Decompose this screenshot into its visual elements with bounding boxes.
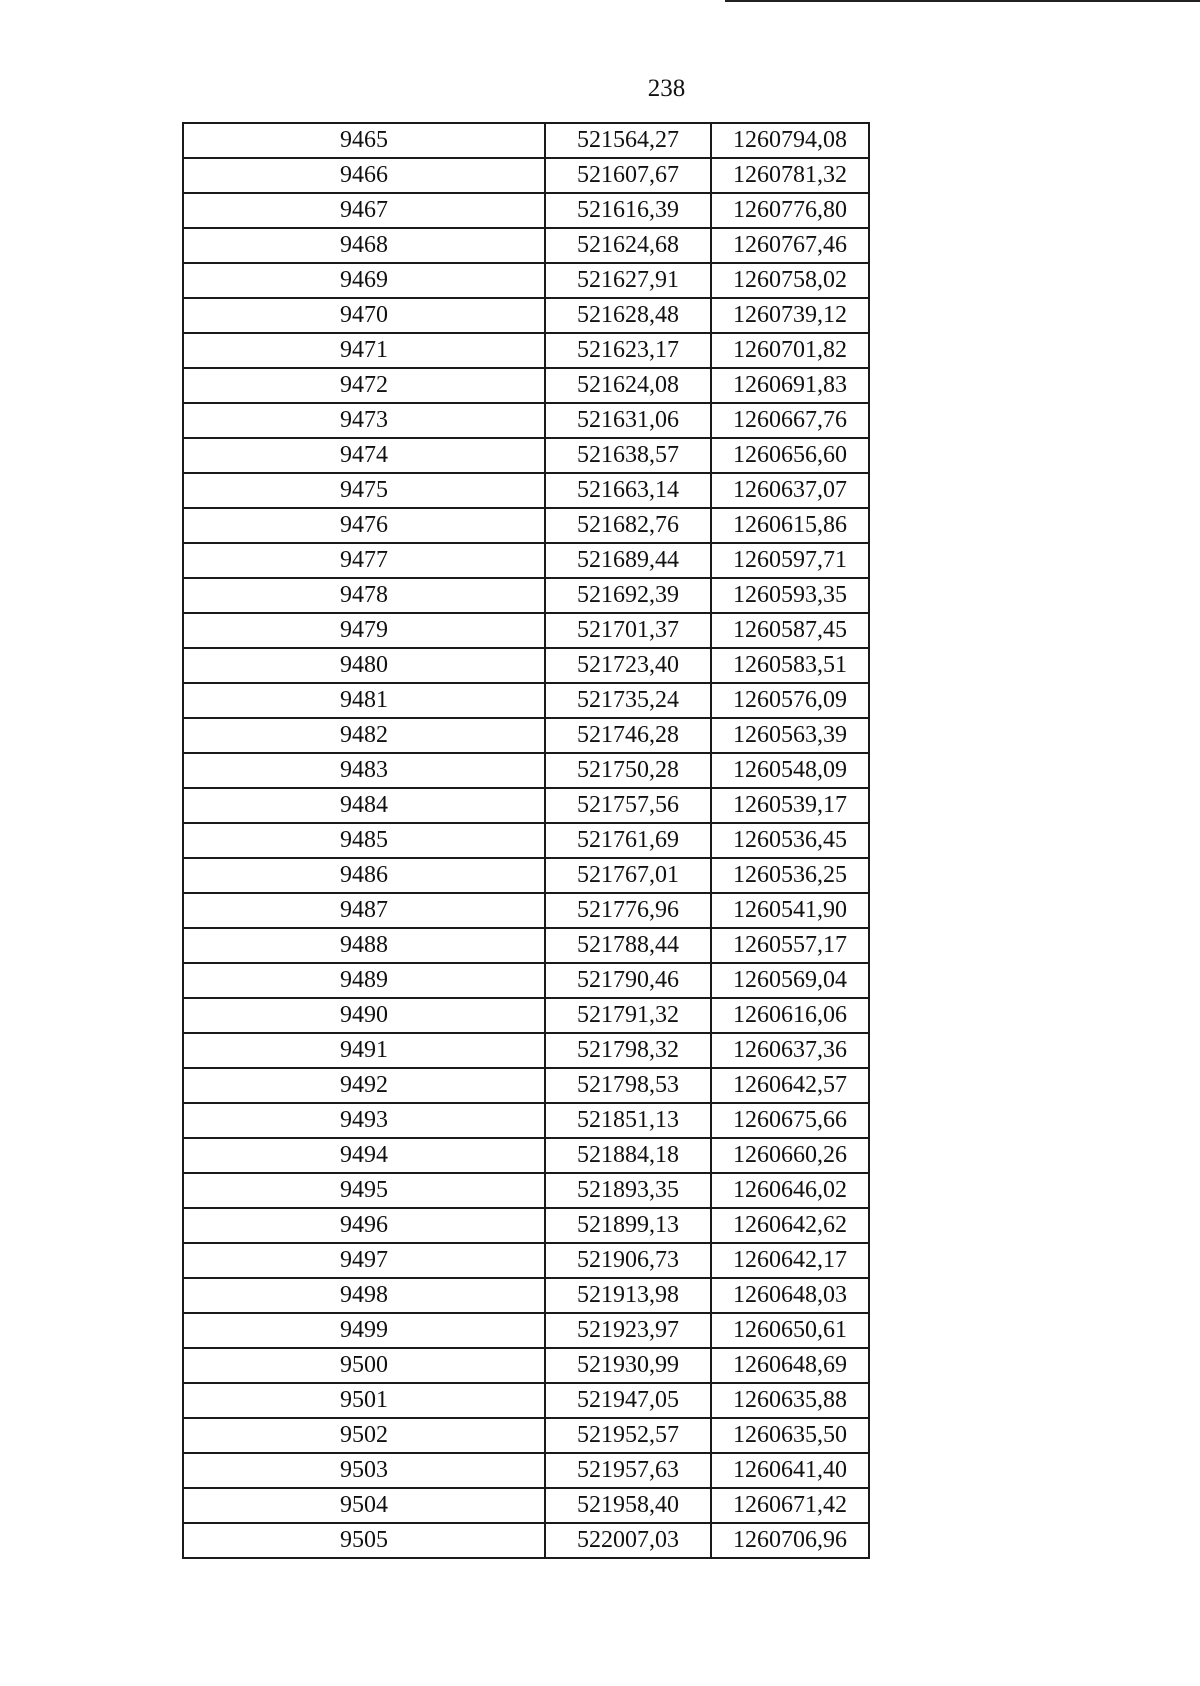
x-coordinate-cell: 521624,68 bbox=[545, 228, 711, 263]
table-row bbox=[183, 718, 869, 753]
x-coordinate-cell: 521750,28 bbox=[545, 753, 711, 788]
table-row bbox=[183, 823, 869, 858]
y-coordinate-cell: 1260597,71 bbox=[711, 543, 869, 578]
x-coordinate-cell: 521790,46 bbox=[545, 963, 711, 998]
table-row bbox=[183, 1033, 869, 1068]
point-number-cell: 9480 bbox=[183, 648, 545, 683]
y-coordinate-cell: 1260701,82 bbox=[711, 333, 869, 368]
table-row bbox=[183, 473, 869, 508]
x-coordinate-cell: 521767,01 bbox=[545, 858, 711, 893]
x-coordinate-cell: 521624,08 bbox=[545, 368, 711, 403]
table-row bbox=[183, 228, 869, 263]
x-coordinate-cell: 521623,17 bbox=[545, 333, 711, 368]
y-coordinate-cell: 1260548,09 bbox=[711, 753, 869, 788]
point-number-cell: 9489 bbox=[183, 963, 545, 998]
y-coordinate-cell: 1260691,83 bbox=[711, 368, 869, 403]
y-coordinate-cell: 1260656,60 bbox=[711, 438, 869, 473]
y-coordinate-cell: 1260541,90 bbox=[711, 893, 869, 928]
y-coordinate-cell: 1260563,39 bbox=[711, 718, 869, 753]
y-coordinate-cell: 1260637,07 bbox=[711, 473, 869, 508]
y-coordinate-cell: 1260576,09 bbox=[711, 683, 869, 718]
table-row bbox=[183, 123, 869, 158]
point-number-cell: 9465 bbox=[183, 123, 545, 158]
y-coordinate-cell: 1260637,36 bbox=[711, 1033, 869, 1068]
x-coordinate-cell: 521746,28 bbox=[545, 718, 711, 753]
point-number-cell: 9495 bbox=[183, 1173, 545, 1208]
table-row bbox=[183, 1068, 869, 1103]
point-number-cell: 9491 bbox=[183, 1033, 545, 1068]
x-coordinate-cell: 521627,91 bbox=[545, 263, 711, 298]
point-number-cell: 9492 bbox=[183, 1068, 545, 1103]
table-row bbox=[183, 1488, 869, 1523]
x-coordinate-cell: 521923,97 bbox=[545, 1313, 711, 1348]
table-row bbox=[183, 998, 869, 1033]
table-row bbox=[183, 543, 869, 578]
point-number-cell: 9473 bbox=[183, 403, 545, 438]
x-coordinate-cell: 521776,96 bbox=[545, 893, 711, 928]
y-coordinate-cell: 1260557,17 bbox=[711, 928, 869, 963]
x-coordinate-cell: 521899,13 bbox=[545, 1208, 711, 1243]
y-coordinate-cell: 1260635,88 bbox=[711, 1383, 869, 1418]
point-number-cell: 9498 bbox=[183, 1278, 545, 1313]
y-coordinate-cell: 1260615,86 bbox=[711, 508, 869, 543]
x-coordinate-cell: 521958,40 bbox=[545, 1488, 711, 1523]
table-row bbox=[183, 683, 869, 718]
y-coordinate-cell: 1260642,57 bbox=[711, 1068, 869, 1103]
table-row bbox=[183, 438, 869, 473]
page-number: 238 bbox=[647, 75, 686, 102]
x-coordinate-cell: 521616,39 bbox=[545, 193, 711, 228]
y-coordinate-cell: 1260539,17 bbox=[711, 788, 869, 823]
y-coordinate-cell: 1260706,96 bbox=[711, 1523, 869, 1558]
table-row bbox=[183, 1208, 869, 1243]
point-number-cell: 9472 bbox=[183, 368, 545, 403]
x-coordinate-cell: 521735,24 bbox=[545, 683, 711, 718]
point-number-cell: 9493 bbox=[183, 1103, 545, 1138]
table-row bbox=[183, 788, 869, 823]
x-coordinate-cell: 521906,73 bbox=[545, 1243, 711, 1278]
x-coordinate-cell: 521884,18 bbox=[545, 1138, 711, 1173]
table-row bbox=[183, 893, 869, 928]
x-coordinate-cell: 521791,32 bbox=[545, 998, 711, 1033]
y-coordinate-cell: 1260642,17 bbox=[711, 1243, 869, 1278]
table-row bbox=[183, 1103, 869, 1138]
x-coordinate-cell: 521692,39 bbox=[545, 578, 711, 613]
x-coordinate-cell: 521851,13 bbox=[545, 1103, 711, 1138]
x-coordinate-cell: 521564,27 bbox=[545, 123, 711, 158]
point-number-cell: 9482 bbox=[183, 718, 545, 753]
y-coordinate-cell: 1260536,25 bbox=[711, 858, 869, 893]
coordinates-table bbox=[182, 122, 870, 1559]
y-coordinate-cell: 1260758,02 bbox=[711, 263, 869, 298]
table-row bbox=[183, 928, 869, 963]
table-row bbox=[183, 193, 869, 228]
x-coordinate-cell: 521638,57 bbox=[545, 438, 711, 473]
point-number-cell: 9477 bbox=[183, 543, 545, 578]
table-row bbox=[183, 333, 869, 368]
table-row bbox=[183, 1138, 869, 1173]
x-coordinate-cell: 521798,32 bbox=[545, 1033, 711, 1068]
x-coordinate-cell: 521701,37 bbox=[545, 613, 711, 648]
scan-edge-line bbox=[725, 0, 1200, 2]
y-coordinate-cell: 1260667,76 bbox=[711, 403, 869, 438]
y-coordinate-cell: 1260660,26 bbox=[711, 1138, 869, 1173]
y-coordinate-cell: 1260794,08 bbox=[711, 123, 869, 158]
y-coordinate-cell: 1260635,50 bbox=[711, 1418, 869, 1453]
x-coordinate-cell: 521761,69 bbox=[545, 823, 711, 858]
x-coordinate-cell: 522007,03 bbox=[545, 1523, 711, 1558]
table-row bbox=[183, 263, 869, 298]
point-number-cell: 9490 bbox=[183, 998, 545, 1033]
point-number-cell: 9500 bbox=[183, 1348, 545, 1383]
point-number-cell: 9496 bbox=[183, 1208, 545, 1243]
table-row bbox=[183, 508, 869, 543]
y-coordinate-cell: 1260648,03 bbox=[711, 1278, 869, 1313]
y-coordinate-cell: 1260587,45 bbox=[711, 613, 869, 648]
table-row bbox=[183, 1278, 869, 1313]
table-row bbox=[183, 1173, 869, 1208]
table-row bbox=[183, 578, 869, 613]
point-number-cell: 9487 bbox=[183, 893, 545, 928]
x-coordinate-cell: 521930,99 bbox=[545, 1348, 711, 1383]
table-row bbox=[183, 613, 869, 648]
x-coordinate-cell: 521757,56 bbox=[545, 788, 711, 823]
y-coordinate-cell: 1260616,06 bbox=[711, 998, 869, 1033]
x-coordinate-cell: 521628,48 bbox=[545, 298, 711, 333]
x-coordinate-cell: 521631,06 bbox=[545, 403, 711, 438]
y-coordinate-cell: 1260776,80 bbox=[711, 193, 869, 228]
point-number-cell: 9494 bbox=[183, 1138, 545, 1173]
y-coordinate-cell: 1260536,45 bbox=[711, 823, 869, 858]
table-row bbox=[183, 368, 869, 403]
point-number-cell: 9468 bbox=[183, 228, 545, 263]
x-coordinate-cell: 521663,14 bbox=[545, 473, 711, 508]
x-coordinate-cell: 521947,05 bbox=[545, 1383, 711, 1418]
table-row bbox=[183, 1348, 869, 1383]
table-row bbox=[183, 753, 869, 788]
y-coordinate-cell: 1260781,32 bbox=[711, 158, 869, 193]
point-number-cell: 9475 bbox=[183, 473, 545, 508]
point-number-cell: 9497 bbox=[183, 1243, 545, 1278]
table-row bbox=[183, 858, 869, 893]
x-coordinate-cell: 521957,63 bbox=[545, 1453, 711, 1488]
point-number-cell: 9470 bbox=[183, 298, 545, 333]
x-coordinate-cell: 521788,44 bbox=[545, 928, 711, 963]
point-number-cell: 9501 bbox=[183, 1383, 545, 1418]
point-number-cell: 9469 bbox=[183, 263, 545, 298]
point-number-cell: 9505 bbox=[183, 1523, 545, 1558]
table-row bbox=[183, 1313, 869, 1348]
y-coordinate-cell: 1260583,51 bbox=[711, 648, 869, 683]
x-coordinate-cell: 521952,57 bbox=[545, 1418, 711, 1453]
x-coordinate-cell: 521798,53 bbox=[545, 1068, 711, 1103]
point-number-cell: 9504 bbox=[183, 1488, 545, 1523]
point-number-cell: 9499 bbox=[183, 1313, 545, 1348]
table-row bbox=[183, 963, 869, 998]
y-coordinate-cell: 1260650,61 bbox=[711, 1313, 869, 1348]
y-coordinate-cell: 1260648,69 bbox=[711, 1348, 869, 1383]
point-number-cell: 9483 bbox=[183, 753, 545, 788]
y-coordinate-cell: 1260641,40 bbox=[711, 1453, 869, 1488]
point-number-cell: 9485 bbox=[183, 823, 545, 858]
y-coordinate-cell: 1260767,46 bbox=[711, 228, 869, 263]
x-coordinate-cell: 521913,98 bbox=[545, 1278, 711, 1313]
table-row bbox=[183, 1243, 869, 1278]
x-coordinate-cell: 521682,76 bbox=[545, 508, 711, 543]
y-coordinate-cell: 1260593,35 bbox=[711, 578, 869, 613]
table-row bbox=[183, 158, 869, 193]
table-row bbox=[183, 648, 869, 683]
table-row bbox=[183, 1453, 869, 1488]
point-number-cell: 9471 bbox=[183, 333, 545, 368]
point-number-cell: 9478 bbox=[183, 578, 545, 613]
table-row bbox=[183, 298, 869, 333]
table-row bbox=[183, 403, 869, 438]
point-number-cell: 9486 bbox=[183, 858, 545, 893]
y-coordinate-cell: 1260646,02 bbox=[711, 1173, 869, 1208]
y-coordinate-cell: 1260642,62 bbox=[711, 1208, 869, 1243]
point-number-cell: 9481 bbox=[183, 683, 545, 718]
x-coordinate-cell: 521893,35 bbox=[545, 1173, 711, 1208]
x-coordinate-cell: 521689,44 bbox=[545, 543, 711, 578]
point-number-cell: 9484 bbox=[183, 788, 545, 823]
point-number-cell: 9467 bbox=[183, 193, 545, 228]
table-row bbox=[183, 1418, 869, 1453]
table-row bbox=[183, 1383, 869, 1418]
y-coordinate-cell: 1260569,04 bbox=[711, 963, 869, 998]
point-number-cell: 9476 bbox=[183, 508, 545, 543]
table-row bbox=[183, 1523, 869, 1558]
y-coordinate-cell: 1260739,12 bbox=[711, 298, 869, 333]
x-coordinate-cell: 521607,67 bbox=[545, 158, 711, 193]
point-number-cell: 9474 bbox=[183, 438, 545, 473]
point-number-cell: 9488 bbox=[183, 928, 545, 963]
coordinates-table-body bbox=[183, 123, 869, 1558]
point-number-cell: 9502 bbox=[183, 1418, 545, 1453]
y-coordinate-cell: 1260671,42 bbox=[711, 1488, 869, 1523]
point-number-cell: 9503 bbox=[183, 1453, 545, 1488]
x-coordinate-cell: 521723,40 bbox=[545, 648, 711, 683]
y-coordinate-cell: 1260675,66 bbox=[711, 1103, 869, 1138]
point-number-cell: 9466 bbox=[183, 158, 545, 193]
point-number-cell: 9479 bbox=[183, 613, 545, 648]
